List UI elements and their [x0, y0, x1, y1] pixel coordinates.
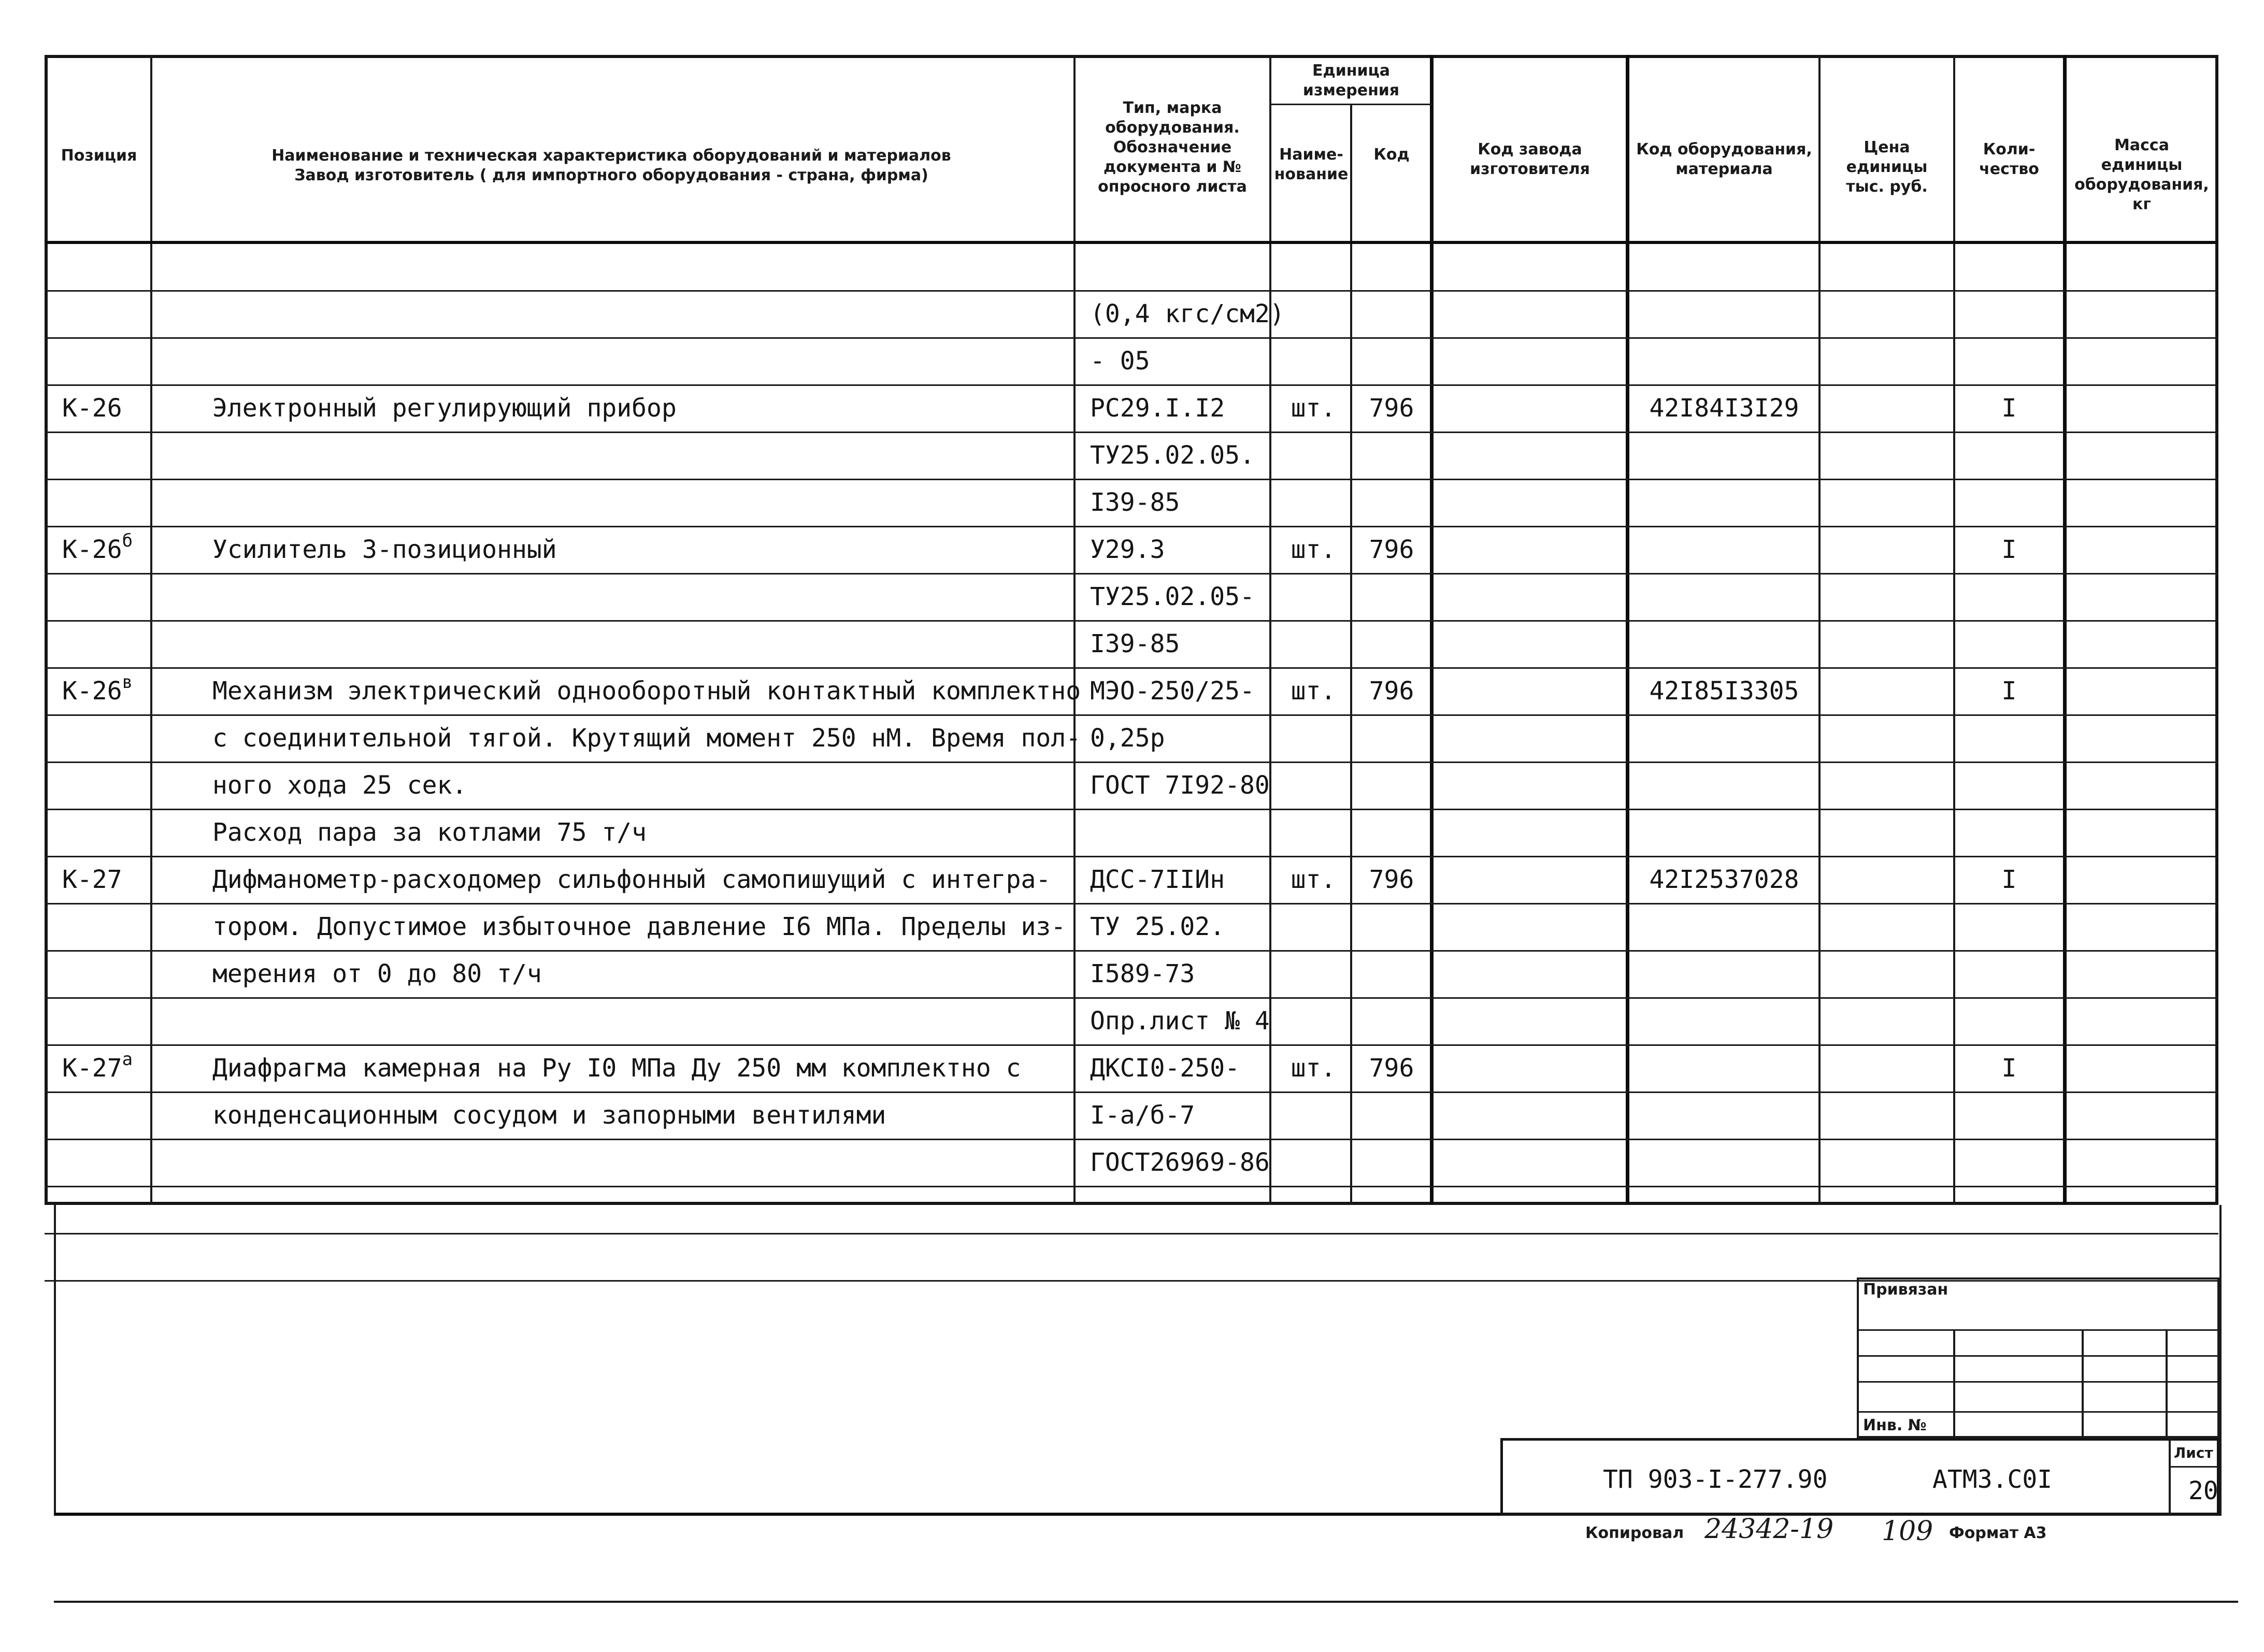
header-type: Тип, марка оборудования. Обозначение документа и № опросного листа [1098, 99, 1247, 196]
col-sep-price [1953, 55, 1955, 1205]
position-suffix: в [122, 672, 133, 693]
row-line [45, 479, 2218, 480]
row-line [45, 997, 2218, 999]
name-cell: Диафрагма камерная на Ру I0 МПа Ду 250 мм комплектно с [212, 1054, 1021, 1083]
type-cell: I589-73 [1090, 959, 1195, 988]
row-line [45, 762, 2218, 763]
row-line [45, 714, 2218, 716]
type-cell: Опр.лист № 4 [1090, 1007, 1270, 1036]
row-line [45, 573, 2218, 574]
position-cell [62, 672, 133, 707]
equipment-code-cell: 42I84I3I29 [1649, 394, 1799, 423]
type-cell: I-а/б-7 [1090, 1101, 1195, 1130]
position-text: К-26 [62, 535, 122, 564]
name-cell: Электронный регулирующий прибор [212, 394, 677, 423]
unit-group-line [1269, 104, 1432, 105]
quantity-cell: I [2001, 535, 2017, 564]
type-cell: (0,4 кгс/см2) [1090, 299, 1285, 328]
col-sep-qty [2063, 55, 2067, 1205]
name-cell: Расход пара за котлами 75 т/ч [212, 818, 647, 847]
position-suffix: а [122, 1049, 133, 1070]
row-line [45, 950, 2218, 952]
trim-line [54, 1601, 2238, 1603]
type-cell: РС29.I.I2 [1090, 394, 1225, 423]
row-line [45, 1091, 2218, 1093]
quantity-cell: I [2001, 865, 2017, 894]
type-cell: - 05 [1090, 347, 1150, 376]
doc-code: ТП 903-I-277.90 [1603, 1465, 1828, 1494]
copy-number: 24342-19 [1704, 1514, 1834, 1545]
position-cell [62, 864, 122, 895]
position-text: К-27 [62, 1054, 122, 1083]
linked-grid-v1 [1953, 1329, 1955, 1438]
type-cell: ГОСТ26969-86 [1090, 1148, 1270, 1177]
linked-grid-3 [1857, 1381, 2219, 1383]
position-text: К-27 [62, 865, 122, 894]
position-suffix: б [122, 530, 133, 551]
header-unit-code: Код [1373, 146, 1410, 164]
type-cell: ДКСI0-250- [1090, 1054, 1240, 1083]
row-line [45, 903, 2218, 904]
col-sep-factory [1626, 55, 1629, 1205]
row-line [45, 1233, 2218, 1234]
row-line [45, 809, 2218, 810]
type-cell: ТУ25.02.05. [1090, 441, 1255, 470]
type-cell: ГОСТ 7I92-80 [1090, 771, 1270, 800]
position-cell [62, 530, 133, 565]
sheet-sep [2169, 1438, 2171, 1516]
linked-grid-v2 [2082, 1329, 2084, 1438]
header-unit-name: Наиме- нование [1274, 146, 1349, 183]
unit-code-cell: 796 [1369, 677, 1414, 706]
header-qty: Коли- чество [1979, 140, 2039, 178]
type-cell: I39-85 [1090, 629, 1180, 658]
row-line [45, 384, 2218, 386]
header-equip-code: Код оборудования, материала [1636, 140, 1812, 178]
type-cell: 0,25р [1090, 724, 1165, 753]
linked-grid-v3 [2166, 1329, 2168, 1438]
unit-cell: шт. [1291, 677, 1336, 706]
inv-label: Инв. № [1863, 1416, 1927, 1434]
linked-grid-2 [1857, 1355, 2219, 1357]
unit-cell: шт. [1291, 535, 1336, 564]
type-cell: ТУ25.02.05- [1090, 582, 1255, 611]
unit-code-cell: 796 [1369, 535, 1414, 564]
col-sep-pos [150, 55, 152, 1205]
copy-page: 109 [1882, 1516, 1933, 1547]
header-bottom-line [45, 241, 2218, 244]
unit-cell: шт. [1291, 394, 1336, 423]
position-cell [62, 1049, 133, 1084]
doc-mark: АТМ3.С0I [1932, 1465, 2053, 1494]
quantity-cell: I [2001, 394, 2017, 423]
row-line [45, 526, 2218, 527]
name-cell: Механизм электрический однооборотный контактный комплектно [212, 677, 1081, 706]
format-label: Формат А3 [1949, 1524, 2047, 1542]
unit-cell: шт. [1291, 1054, 1336, 1083]
row-line [45, 432, 2218, 433]
quantity-cell: I [2001, 1054, 2017, 1083]
row-line [45, 1186, 2218, 1187]
type-cell: МЭО-250/25- [1090, 677, 1255, 706]
type-cell: У29.3 [1090, 535, 1165, 564]
row-line [45, 856, 2218, 857]
col-sep-unit-code [1430, 55, 1434, 1205]
type-cell: I39-85 [1090, 488, 1180, 517]
name-cell: Дифманометр-расходомер сильфонный самопишущий с интегра- [212, 865, 1051, 894]
sheet-number: 20 [2188, 1476, 2218, 1505]
position-text: К-26 [62, 394, 122, 423]
name-cell: ного хода 25 сек. [212, 771, 467, 800]
sheet-label-line [2169, 1466, 2219, 1468]
type-cell: ТУ 25.02. [1090, 912, 1225, 941]
linked-grid-1 [1857, 1329, 2219, 1331]
header-factory-code: Код завода изготовителя [1470, 140, 1590, 178]
linked-grid-4 [1857, 1411, 2219, 1413]
copied-label: Копировал [1585, 1524, 1684, 1542]
header-mass: Масса единицы оборудования, кг [2074, 136, 2209, 213]
type-cell: ДСС-7IIИн [1090, 865, 1225, 894]
equipment-code-cell: 42I85I3305 [1649, 677, 1799, 706]
row-line [45, 337, 2218, 339]
col-sep-equip [1818, 55, 1821, 1205]
col-sep-name [1073, 55, 1076, 1205]
name-cell: тором. Допустимое избыточное давление I6 МПа. Пределы из- [212, 912, 1066, 941]
linked-block [1857, 1277, 2219, 1438]
row-line [45, 290, 2218, 292]
row-line [45, 1044, 2218, 1046]
row-line [45, 667, 2218, 669]
unit-code-cell: 796 [1369, 394, 1414, 423]
page-right-border-lower [2219, 1205, 2222, 1516]
unit-cell: шт. [1291, 865, 1336, 894]
position-cell [62, 393, 122, 424]
name-cell: Усилитель 3-позиционный [212, 535, 557, 564]
row-line [45, 620, 2218, 622]
page-left-border-lower [54, 1205, 56, 1516]
header-unit-group: Единица измерения [1302, 62, 1400, 99]
unit-code-cell: 796 [1369, 1054, 1414, 1083]
header-position: Позиция [61, 147, 137, 165]
equipment-code-cell: 42I2537028 [1649, 865, 1799, 894]
position-text: К-26 [62, 677, 122, 706]
unit-code-cell: 796 [1369, 865, 1414, 894]
sheet-label: Лист [2174, 1444, 2213, 1461]
linked-label: Привязан [1863, 1281, 1948, 1299]
header-name: Наименование и техническая характеристика оборудований и материалов Завод изготовитель ( для импортного оборудования - страна, фирма) [271, 147, 951, 184]
col-sep-unit-name [1350, 104, 1352, 1205]
row-line [45, 1139, 2218, 1140]
quantity-cell: I [2001, 677, 2017, 706]
name-cell: с соединительной тягой. Крутящий момент 250 нМ. Время пол- [212, 724, 1081, 753]
header-price: Цена единицы тыс. руб. [1846, 138, 1928, 196]
name-cell: мерения от 0 до 80 т/ч [212, 959, 542, 988]
name-cell: конденсационным сосудом и запорными вентилями [212, 1101, 886, 1130]
